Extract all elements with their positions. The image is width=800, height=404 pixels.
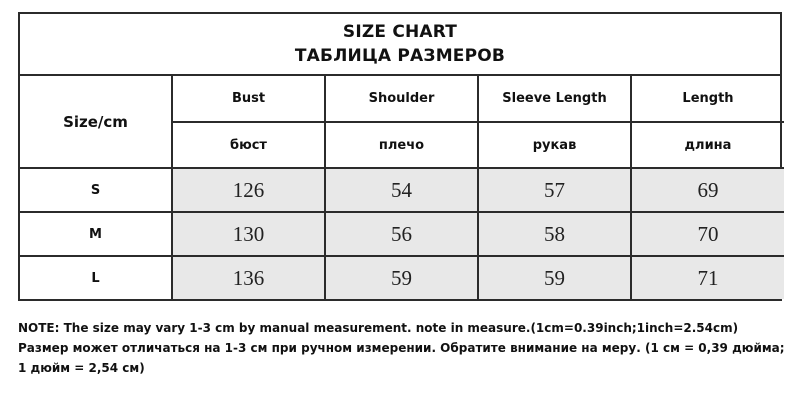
table-row-l [20, 256, 784, 299]
note-text-en: NOTE: The size may vary 1-3 cm by manual measurement. note in measure.(1cm=0.39inch;1inch=2.54cm) [18, 321, 739, 335]
value-cell: 130 [172, 212, 325, 256]
column-header-length-ru: длина [631, 122, 784, 168]
value-cell: 70 [631, 212, 784, 256]
value-cell: 54 [325, 168, 478, 212]
row-label-m: M [20, 212, 172, 256]
column-header-shoulder: Shoulder [325, 76, 478, 122]
table-row-m [20, 212, 784, 256]
column-header-bust-ru: бюст [172, 122, 325, 168]
size-table [20, 76, 784, 299]
row-label-l: L [20, 256, 172, 299]
value-cell: 126 [172, 168, 325, 212]
row-label-s: S [20, 168, 172, 212]
chart-title-en: SIZE CHART [342, 22, 458, 42]
value-cell: 58 [478, 212, 631, 256]
table-row-s [20, 168, 784, 212]
chart-title-block [20, 14, 780, 76]
column-header-sleeve-length: Sleeve Length [478, 76, 631, 122]
value-cell: 136 [172, 256, 325, 299]
value-cell: 57 [478, 168, 631, 212]
value-cell: 69 [631, 168, 784, 212]
column-header-sleeve-ru: рукав [478, 122, 631, 168]
value-cell: 59 [478, 256, 631, 299]
column-header-bust: Bust [172, 76, 325, 122]
note-text-ru: Размер может отличаться на 1-3 см при ручном измерении. Обратите внимание на меру. (1 см = 0,39 дюйма; 1 дюйм = 2,54 см) [18, 341, 785, 375]
value-cell: 71 [631, 256, 784, 299]
size-chart [18, 12, 782, 301]
size-column-header: Size/cm [20, 76, 172, 168]
chart-title-ru: ТАБЛИЦА РАЗМЕРОВ [294, 46, 506, 66]
column-header-length: Length [631, 76, 784, 122]
column-header-shoulder-ru: плечо [325, 122, 478, 168]
value-cell: 59 [325, 256, 478, 299]
value-cell: 56 [325, 212, 478, 256]
measurement-note [18, 318, 788, 378]
header-row-en [20, 76, 784, 122]
